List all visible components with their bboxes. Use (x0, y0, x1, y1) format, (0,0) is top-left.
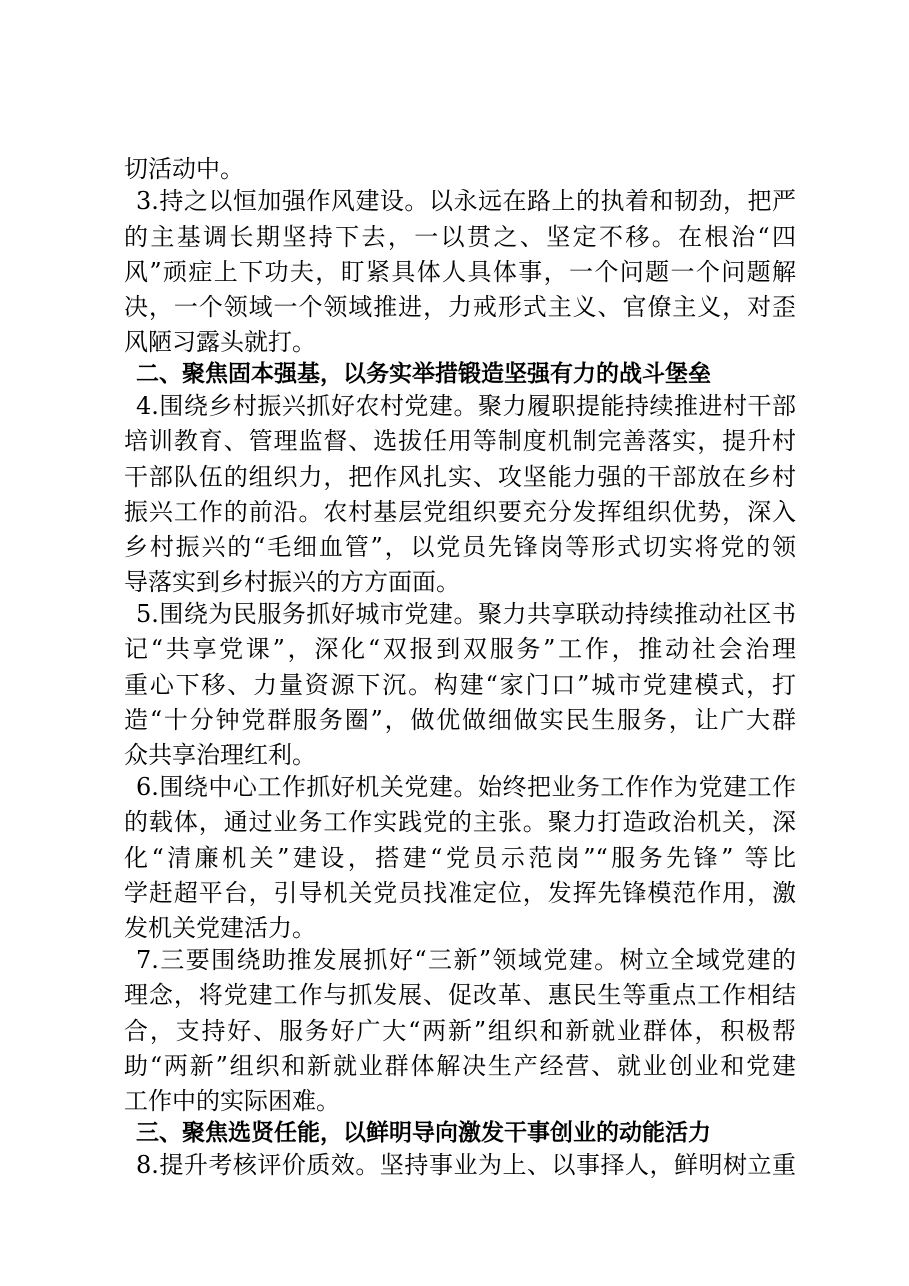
paragraph-line: 风”顽症上下功夫，盯紧具体人具体事，一个问题一个问题解 (124, 258, 796, 286)
paragraph-line: 合，支持好、服务好广大“两新”组织和新就业群体，积极帮 (124, 1017, 796, 1045)
paragraph-line: 3.持之以恒加强作风建设。以永远在路上的执着和韧劲，把严 (136, 187, 796, 215)
paragraph-line: 6.围绕中心工作抓好机关党建。始终把业务工作作为党建工作 (136, 773, 796, 801)
paragraph-line: 切活动中。 (124, 155, 244, 183)
paragraph-line: 助“两新”组织和新就业群体解决生产经营、就业创业和党建 (124, 1052, 796, 1080)
paragraph-line: 理念，将党建工作与抓发展、促改革、惠民生等重点工作相结 (124, 981, 796, 1009)
paragraph-line: 重心下移、力量资源下沉。构建“家门口”城市党建模式，打 (124, 671, 796, 699)
paragraph-line: 学赶超平台，引导机关党员找准定位，发挥先锋模范作用，激 (124, 879, 796, 907)
section-heading: 二、聚焦固本强基，以务实举措锻造坚强有力的战斗堡垒 (136, 361, 711, 387)
paragraph-line: 8.提升考核评价质效。坚持事业为上、以事择人，鲜明树立重 (136, 1151, 796, 1179)
paragraph-line: 4.围绕乡村振兴抓好农村党建。聚力履职提能持续推进村干部 (136, 392, 796, 420)
paragraph-line: 7.三要围绕助推发展抓好“三新”领域党建。树立全域党建的 (136, 946, 796, 974)
paragraph-line: 造“十分钟党群服务圈”，做优做细做实民生服务，让广大群 (124, 706, 796, 734)
paragraph-line: 5.围绕为民服务抓好城市党建。聚力共享联动持续推动社区书 (136, 600, 796, 628)
section-heading: 三、聚焦选贤任能，以鲜明导向激发干事创业的动能活力 (136, 1120, 711, 1146)
paragraph-line: 振兴工作的前沿。农村基层党组织要充分发挥组织优势，深入 (124, 498, 796, 526)
paragraph-line: 发机关党建活力。 (124, 914, 316, 942)
paragraph-line: 众共享治理红利。 (124, 741, 316, 769)
paragraph-line: 决，一个领域一个领域推进，力戒形式主义、官僚主义，对歪 (124, 293, 796, 321)
paragraph-line: 干部队伍的组织力，把作风扎实、攻坚能力强的干部放在乡村 (124, 463, 796, 491)
paragraph-line: 乡村振兴的“毛细血管”，以党员先锋岗等形式切实将党的领 (124, 533, 796, 561)
paragraph-line: 的主基调长期坚持下去，一以贯之、坚定不移。在根治“四 (124, 223, 796, 251)
paragraph-line: 导落实到乡村振兴的方方面面。 (124, 568, 460, 596)
paragraph-line: 化“清廉机关”建设，搭建“党员示范岗”“服务先锋” 等比 (124, 844, 796, 872)
paragraph-line: 工作中的实际困难。 (124, 1087, 340, 1115)
paragraph-line: 的载体，通过业务工作实践党的主张。聚力打造政治机关，深 (124, 808, 796, 836)
paragraph-line: 风陋习露头就打。 (124, 328, 316, 356)
paragraph-line: 培训教育、管理监督、选拔任用等制度机制完善落实，提升村 (124, 427, 796, 455)
paragraph-line: 记“共享党课”，深化“双报到双服务”工作，推动社会治理 (124, 635, 796, 663)
